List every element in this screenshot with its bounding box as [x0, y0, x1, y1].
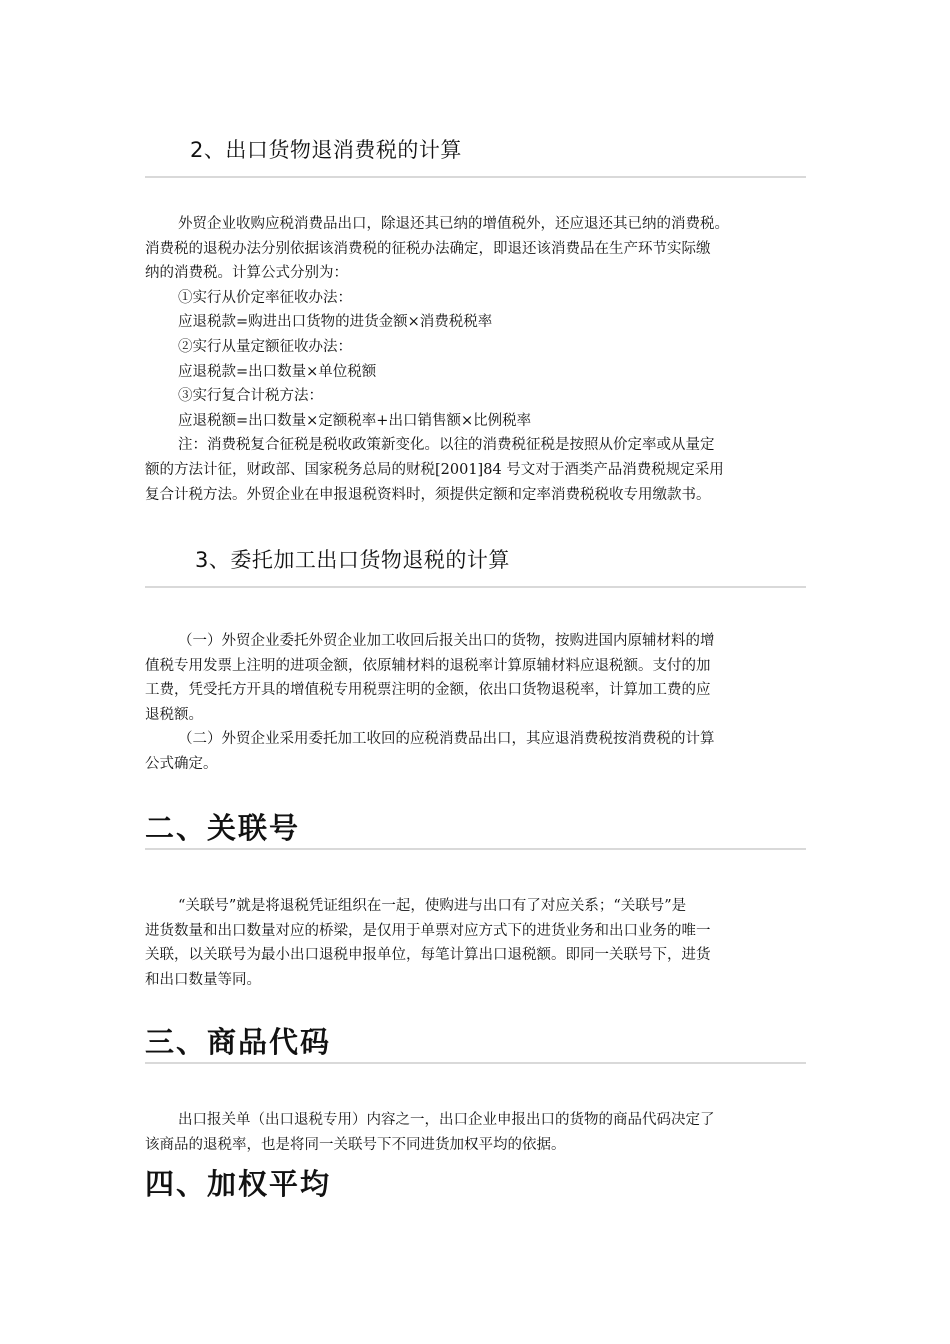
text-line: 值税专用发票上注明的进项金额，依原辅材料的退税率计算原辅材料应退税额。支付的加	[145, 657, 711, 674]
paragraph-shangpin	[145, 1108, 806, 1157]
text-line: ③实行复合计税方法：	[178, 388, 323, 405]
section-heading-processing-refund	[145, 546, 806, 588]
text-line: “关联号”就是将退税凭证组织在一起，使购进与出口有了对应关系；“关联号”是	[178, 898, 687, 914]
text-line: 额的方法计征，财政部、国家税务总局的财税[2001]84 号文对于酒类产品消费税规定采用	[145, 461, 724, 478]
text-line: （二）外贸企业采用委托加工收回的应税消费品出口，其应退消费税按消费税的计算	[178, 731, 715, 748]
text-line: 复合计税方法。外贸企业在申报退税资料时，须提供定额和定率消费税税收专用缴款书。	[145, 486, 711, 503]
text-line: 退税额。	[145, 706, 203, 723]
text-line: 关联，以关联号为最小出口退税申报单位，每笔计算出口退税额。即同一关联号下，进货	[145, 947, 711, 964]
chapter-heading-text: 三、商品代码	[145, 1025, 332, 1059]
chapter-heading-text: 四、加权平均	[145, 1167, 332, 1201]
paragraph-consumption-tax-refund	[145, 212, 806, 507]
text-line: 出口报关单（出口退税专用）内容之一，出口企业申报出口的货物的商品代码决定了	[178, 1112, 715, 1128]
text-line: 该商品的退税率，也是将同一关联号下不同进货加权平均的依据。	[145, 1136, 566, 1153]
text-line: 工费，凭受托方开具的增值税专用税票注明的金额，依出口货物退税率，计算加工费的应	[145, 682, 711, 699]
text-line: 纳的消费税。计算公式分别为：	[145, 265, 348, 282]
text-line: 应退税额=出口数量×定额税率+出口销售额×比例税率	[178, 412, 532, 429]
paragraph-processing-refund	[145, 629, 806, 777]
section-heading-text: 3、委托加工出口货物退税的计算	[195, 548, 510, 572]
text-line: 消费税的退税办法分别依据该消费税的征税办法确定，即退还该消费品在生产环节实际缴	[145, 240, 711, 257]
text-line: （一）外贸企业委托外贸企业加工收回后报关出口的货物，按购进国内原辅材料的增	[178, 633, 715, 649]
section-heading-text: 2、出口货物退消费税的计算	[190, 138, 462, 162]
text-line: 进货数量和出口数量对应的桥梁，是仅用于单票对应方式下的进货业务和出口业务的唯一	[145, 922, 711, 939]
text-line: 应退税款=购进出口货物的进货金额×消费税税率	[178, 314, 493, 331]
text-line: ①实行从价定率征收办法：	[178, 289, 352, 306]
chapter-heading-text: 二、关联号	[145, 811, 301, 845]
text-line: ②实行从量定额征收办法：	[178, 338, 352, 355]
text-line: 应退税款=出口数量×单位税额	[178, 363, 377, 380]
paragraph-guanlianhao	[145, 894, 806, 992]
chapter-heading-shangpin	[145, 1024, 806, 1064]
chapter-heading-jiaquan	[145, 1166, 806, 1202]
chapter-heading-guanlianhao	[145, 810, 806, 850]
section-heading-consumption-tax-refund	[145, 136, 806, 178]
text-line: 外贸企业收购应税消费品出口，除退还其已纳的增值税外，还应退还其已纳的消费税。	[178, 216, 729, 232]
text-line: 公式确定。	[145, 755, 218, 772]
text-line: 和出口数量等同。	[145, 971, 261, 988]
text-line: 注：消费税复合征税是税收政策新变化。以往的消费税征税是按照从价定率或从量定	[178, 437, 715, 454]
